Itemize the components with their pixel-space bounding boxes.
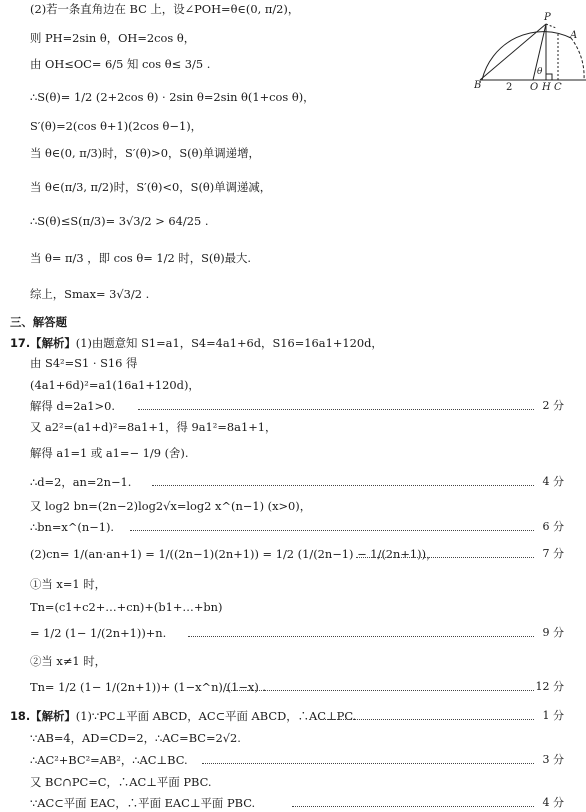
label-theta: θ bbox=[537, 67, 543, 77]
question-tag: 17.【解析】 bbox=[10, 336, 76, 350]
line-text: 则 PH=2sin θ，OH=2cos θ， bbox=[30, 31, 196, 45]
line-text: ∴S(θ)≤S(π/3)= 3√3/2 > 64/25 . bbox=[30, 214, 209, 228]
text-line bbox=[10, 315, 67, 329]
score-mark: 1 分 bbox=[542, 709, 564, 722]
line-text: ②当 x≠1 时， bbox=[30, 654, 107, 668]
text-line bbox=[30, 753, 188, 767]
leader-dots bbox=[188, 636, 534, 637]
text-line bbox=[30, 180, 271, 194]
right-angle-mark bbox=[546, 74, 552, 80]
segment-pa-dashed bbox=[546, 24, 556, 28]
text-line bbox=[30, 499, 311, 513]
score-mark: 2 分 bbox=[542, 399, 564, 412]
score-mark: 3 分 bbox=[542, 753, 564, 766]
text-line bbox=[30, 90, 315, 104]
text-line bbox=[30, 577, 106, 591]
text-line bbox=[30, 731, 241, 745]
line-text: 解得 a1=1 或 a1=− 1/9 (舍). bbox=[30, 446, 189, 460]
semicircle-arc-dashed bbox=[571, 38, 584, 80]
line-text: 又 a2²=(a1+d)²=8a1+1，得 9a1²=8a1+1， bbox=[30, 420, 277, 434]
line-text: (4a1+6d)²=a1(16a1+120d)， bbox=[30, 378, 200, 392]
semicircle-diagram bbox=[474, 10, 586, 90]
label-c: C bbox=[554, 82, 562, 90]
text-line bbox=[30, 775, 212, 789]
text-line bbox=[30, 356, 137, 370]
text-line bbox=[30, 446, 188, 460]
leader-dots bbox=[130, 530, 534, 531]
text-line bbox=[30, 378, 200, 392]
label-h: H bbox=[542, 82, 551, 90]
leader-dots bbox=[320, 719, 534, 720]
line-text: 又 log2 bn=(2n−2)log2√x=log2 x^(n−1) (x>0)， bbox=[30, 499, 312, 513]
label-o: O bbox=[530, 82, 539, 90]
leader-dots bbox=[356, 557, 534, 558]
text-line bbox=[30, 420, 276, 434]
leader-dots bbox=[152, 485, 534, 486]
text-line bbox=[30, 547, 437, 561]
line-text: 由 OH≤OC= 6/5 知 cos θ≤ 3/5 . bbox=[30, 57, 211, 71]
text-line bbox=[30, 119, 202, 133]
text-line bbox=[30, 796, 255, 810]
leader-dots bbox=[202, 763, 534, 764]
line-text: 三、解答题 bbox=[10, 315, 67, 329]
text-line bbox=[30, 399, 115, 413]
line-text: ∴S(θ)= 1/2 (2+2cos θ) · 2sin θ=2sin θ(1+cos θ)， bbox=[30, 90, 315, 104]
text-line bbox=[30, 680, 266, 694]
score-mark: 9 分 bbox=[542, 626, 564, 639]
line-text: 当 θ∈(0, π/3)时，S′(θ)>0，S(θ)单调递增， bbox=[30, 146, 260, 160]
label-two: 2 bbox=[506, 82, 513, 90]
score-mark: 6 分 bbox=[542, 520, 564, 533]
question-tag: 18.【解析】 bbox=[10, 709, 76, 723]
line-text: 又 BC∩PC=C，∴AC⊥平面 PBC. bbox=[30, 775, 212, 789]
text-line bbox=[30, 287, 149, 301]
line-text: ∴AC²+BC²=AB²，∴AC⊥BC. bbox=[30, 753, 188, 767]
line-text: = 1/2 (1− 1/(2n+1))+n. bbox=[30, 626, 167, 640]
text-line bbox=[30, 31, 195, 45]
line-text: Tn= 1/2 (1− 1/(2n+1))+ (1−x^n)/(1−x) . bbox=[30, 680, 267, 694]
leader-dots bbox=[226, 690, 534, 691]
line-text: (2)cn= 1/(an·an+1) = 1/((2n−1)(2n+1)) = 1/2 (1/(2n−1) − 1/(2n+1))， bbox=[30, 547, 438, 561]
line-text: 由 S4²=S1 · S16 得 bbox=[30, 356, 138, 370]
line-text: Tn=(c1+c2+…+cn)+(b1+…+bn) bbox=[30, 600, 223, 614]
line-text: ∴bn=x^(n−1). bbox=[30, 520, 115, 534]
line-text: (1)∵PC⊥平面 ABCD，AC⊂平面 ABCD，∴AC⊥PC. bbox=[75, 709, 357, 723]
leader-dots bbox=[292, 806, 534, 807]
line-text: ①当 x=1 时， bbox=[30, 577, 107, 591]
line-text: 当 θ= π/3 ，即 cos θ= 1/2 时，S(θ)最大. bbox=[30, 251, 252, 265]
text-line bbox=[30, 146, 260, 160]
score-mark: 4 分 bbox=[542, 796, 564, 809]
text-line bbox=[30, 654, 106, 668]
score-mark: 7 分 bbox=[542, 547, 564, 560]
text-line bbox=[30, 214, 208, 228]
text-line bbox=[30, 2, 299, 16]
leader-dots bbox=[138, 409, 534, 410]
text-line bbox=[30, 475, 131, 489]
label-p: P bbox=[544, 12, 551, 23]
line-text: ∴d=2，an=2n−1. bbox=[30, 475, 132, 489]
text-line bbox=[30, 600, 222, 614]
text-line bbox=[30, 57, 210, 71]
text-line bbox=[10, 709, 356, 723]
line-text: 当 θ∈(π/3, π/2)时，S′(θ)<0，S(θ)单调递减， bbox=[30, 180, 272, 194]
line-text: (2)若一条直角边在 BC 上，设∠POH=θ∈(0, π/2)， bbox=[30, 2, 300, 16]
label-a: A bbox=[570, 30, 578, 41]
text-line bbox=[10, 336, 383, 350]
score-mark: 4 分 bbox=[542, 475, 564, 488]
text-line bbox=[30, 520, 114, 534]
score-mark: 12 分 bbox=[535, 680, 564, 693]
label-b: B bbox=[474, 80, 482, 90]
line-text: 解得 d=2a1>0. bbox=[30, 399, 115, 413]
line-text: (1)由题意知 S1=a1，S4=4a1+6d，S16=16a1+120d， bbox=[75, 336, 383, 350]
line-text: S′(θ)=2(cos θ+1)(2cos θ−1)， bbox=[30, 119, 203, 133]
text-line bbox=[30, 626, 166, 640]
text-line bbox=[30, 251, 251, 265]
line-text: 综上，Smax= 3√3/2 . bbox=[30, 287, 150, 301]
line-text: ∵AB=4，AD=CD=2，∴AC=BC=2√2. bbox=[30, 731, 241, 745]
line-text: ∵AC⊂平面 EAC，∴平面 EAC⊥平面 PBC. bbox=[30, 796, 256, 810]
